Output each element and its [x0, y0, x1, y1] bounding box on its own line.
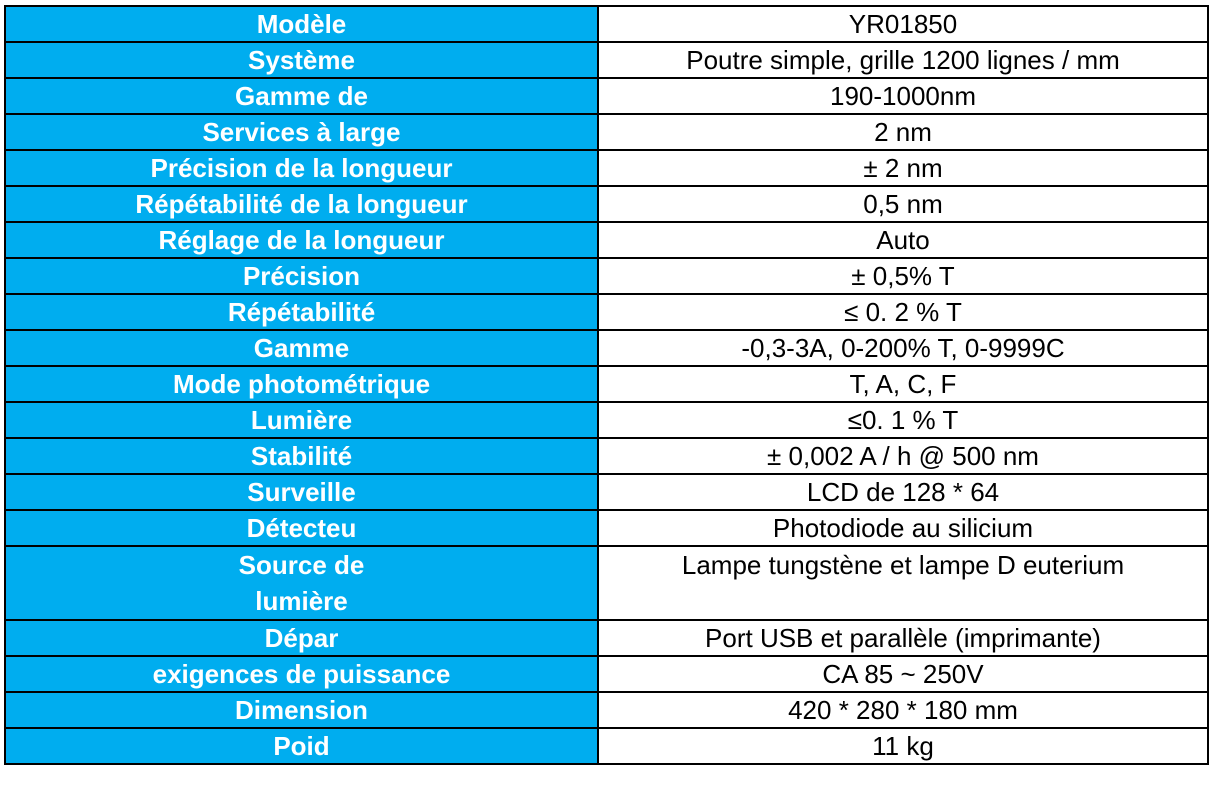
spec-value-wavelength-range: 190-1000nm	[598, 78, 1208, 114]
spec-value-wavelength-accuracy: ± 2 nm	[598, 150, 1208, 186]
spec-value-system: Poutre simple, grille 1200 lignes / mm	[598, 42, 1208, 78]
table-row	[5, 474, 1208, 510]
spec-label-light-source-text: Source de lumière	[238, 550, 365, 616]
spec-label-repeatability: Répétabilité	[5, 294, 598, 330]
spec-label-accuracy: Précision	[5, 258, 598, 294]
table-row	[5, 222, 1208, 258]
spec-value-stability: ± 0,002 A / h @ 500 nm	[598, 438, 1208, 474]
table-row	[5, 114, 1208, 150]
table-row	[5, 330, 1208, 366]
spec-value-accuracy: ± 0,5% T	[598, 258, 1208, 294]
table-row	[5, 620, 1208, 656]
spec-value-light-source: Lampe tungstène et lampe D euterium	[598, 546, 1208, 620]
table-row	[5, 692, 1208, 728]
table-row	[5, 728, 1208, 764]
spec-label-model: Modèle	[5, 6, 598, 42]
table-row	[5, 150, 1208, 186]
table-row	[5, 186, 1208, 222]
spec-label-display: Surveille	[5, 474, 598, 510]
table-row	[5, 438, 1208, 474]
spec-label-light-source	[5, 546, 598, 620]
table-row	[5, 366, 1208, 402]
spec-label-bandwidth: Services à large	[5, 114, 598, 150]
table-row	[5, 294, 1208, 330]
table-row	[5, 510, 1208, 546]
spec-value-dimension: 420 * 280 * 180 mm	[598, 692, 1208, 728]
spec-label-power-requirements: exigences de puissance	[5, 656, 598, 692]
spec-label-weight: Poid	[5, 728, 598, 764]
spec-value-stray-light: ≤0. 1 % T	[598, 402, 1208, 438]
spec-label-wavelength-repeatability: Répétabilité de la longueur	[5, 186, 598, 222]
spec-value-detector: Photodiode au silicium	[598, 510, 1208, 546]
spec-label-output: Dépar	[5, 620, 598, 656]
spec-label-system: Système	[5, 42, 598, 78]
table-row	[5, 258, 1208, 294]
spec-value-display: LCD de 128 * 64	[598, 474, 1208, 510]
spec-value-wavelength-repeatability: 0,5 nm	[598, 186, 1208, 222]
spec-label-wavelength-range: Gamme de	[5, 78, 598, 114]
spec-value-repeatability: ≤ 0. 2 % T	[598, 294, 1208, 330]
spec-label-wavelength-accuracy: Précision de la longueur	[5, 150, 598, 186]
spec-value-output: Port USB et parallèle (imprimante)	[598, 620, 1208, 656]
spec-value-wavelength-setting: Auto	[598, 222, 1208, 258]
spec-label-stray-light: Lumière	[5, 402, 598, 438]
table-row	[5, 656, 1208, 692]
spec-table	[4, 5, 1209, 765]
spec-label-dimension: Dimension	[5, 692, 598, 728]
table-row	[5, 402, 1208, 438]
table-row	[5, 6, 1208, 42]
spec-label-range: Gamme	[5, 330, 598, 366]
spec-label-detector: Détecteu	[5, 510, 598, 546]
spec-value-range: -0,3-3A, 0-200% T, 0-9999C	[598, 330, 1208, 366]
spec-value-bandwidth: 2 nm	[598, 114, 1208, 150]
spec-value-power-requirements: CA 85 ~ 250V	[598, 656, 1208, 692]
spec-value-weight: 11 kg	[598, 728, 1208, 764]
spec-label-photometric-mode: Mode photométrique	[5, 366, 598, 402]
spec-label-stability: Stabilité	[5, 438, 598, 474]
table-row	[5, 42, 1208, 78]
table-row	[5, 78, 1208, 114]
spec-label-wavelength-setting: Réglage de la longueur	[5, 222, 598, 258]
table-row	[5, 546, 1208, 620]
spec-value-model: YR01850	[598, 6, 1208, 42]
spec-value-photometric-mode: T, A, C, F	[598, 366, 1208, 402]
